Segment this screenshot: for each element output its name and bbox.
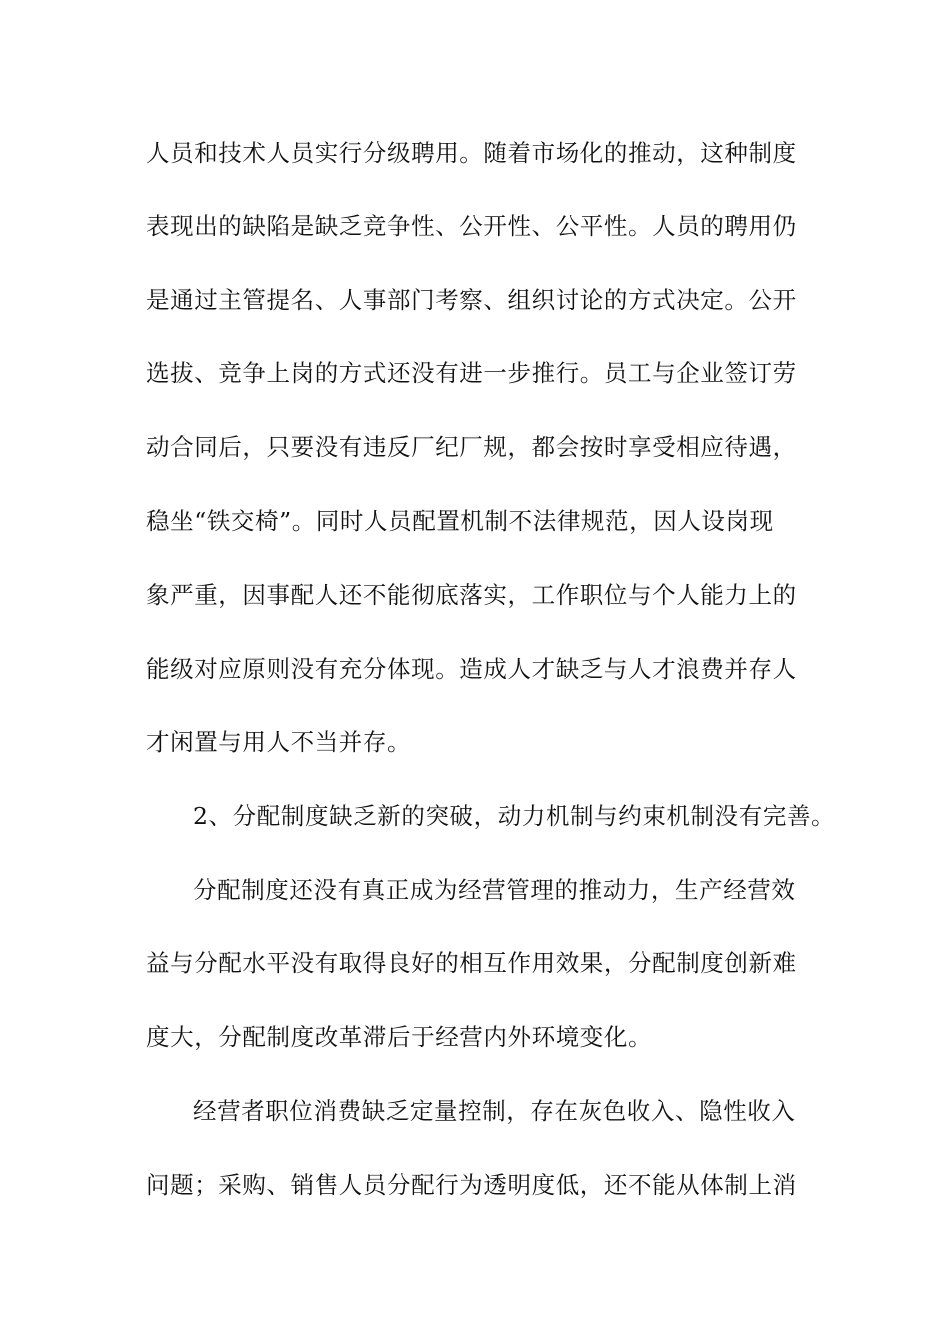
paragraph-line: 益与分配水平没有取得良好的相互作用效果，分配制度创新难 bbox=[146, 949, 797, 977]
paragraph-line: 分配制度还没有真正成为经营管理的推动力，生产经营效 bbox=[193, 876, 796, 904]
paragraph-line: 人员和技术人员实行分级聘用。随着市场化的推动，这种制度 bbox=[146, 139, 797, 167]
paragraph-line: 才闲置与用人不当并存。 bbox=[146, 728, 412, 756]
paragraph-line: 是通过主管提名、人事部门考察、组织讨论的方式决定。公开 bbox=[146, 286, 797, 314]
paragraph-line: 经营者职位消费缺乏定量控制，存在灰色收入、隐性收入 bbox=[193, 1097, 796, 1125]
section-heading: 2、分配制度缺乏新的突破，动力机制与约束机制没有完善。 bbox=[193, 802, 836, 830]
paragraph-line: 表现出的缺陷是缺乏竞争性、公开性、公平性。人员的聘用仍 bbox=[146, 212, 797, 240]
paragraph-line: 动合同后，只要没有违反厂纪厂规，都会按时享受相应待遇， bbox=[146, 433, 797, 461]
paragraph-line: 能级对应原则没有充分体现。造成人才缺乏与人才浪费并存人 bbox=[146, 655, 797, 683]
paragraph-line: 选拔、竞争上岗的方式还没有进一步推行。员工与企业签订劳 bbox=[146, 359, 797, 387]
paragraph-line: 象严重，因事配人还不能彻底落实，工作职位与个人能力上的 bbox=[146, 581, 797, 609]
paragraph-line: 稳坐“铁交椅”。同时人员配置机制不法律规范，因人设岗现 bbox=[146, 507, 774, 535]
paragraph-line: 问题；采购、销售人员分配行为透明度低，还不能从体制上消 bbox=[146, 1171, 797, 1199]
paragraph-line: 度大，分配制度改革滞后于经营内外环境变化。 bbox=[146, 1023, 653, 1051]
